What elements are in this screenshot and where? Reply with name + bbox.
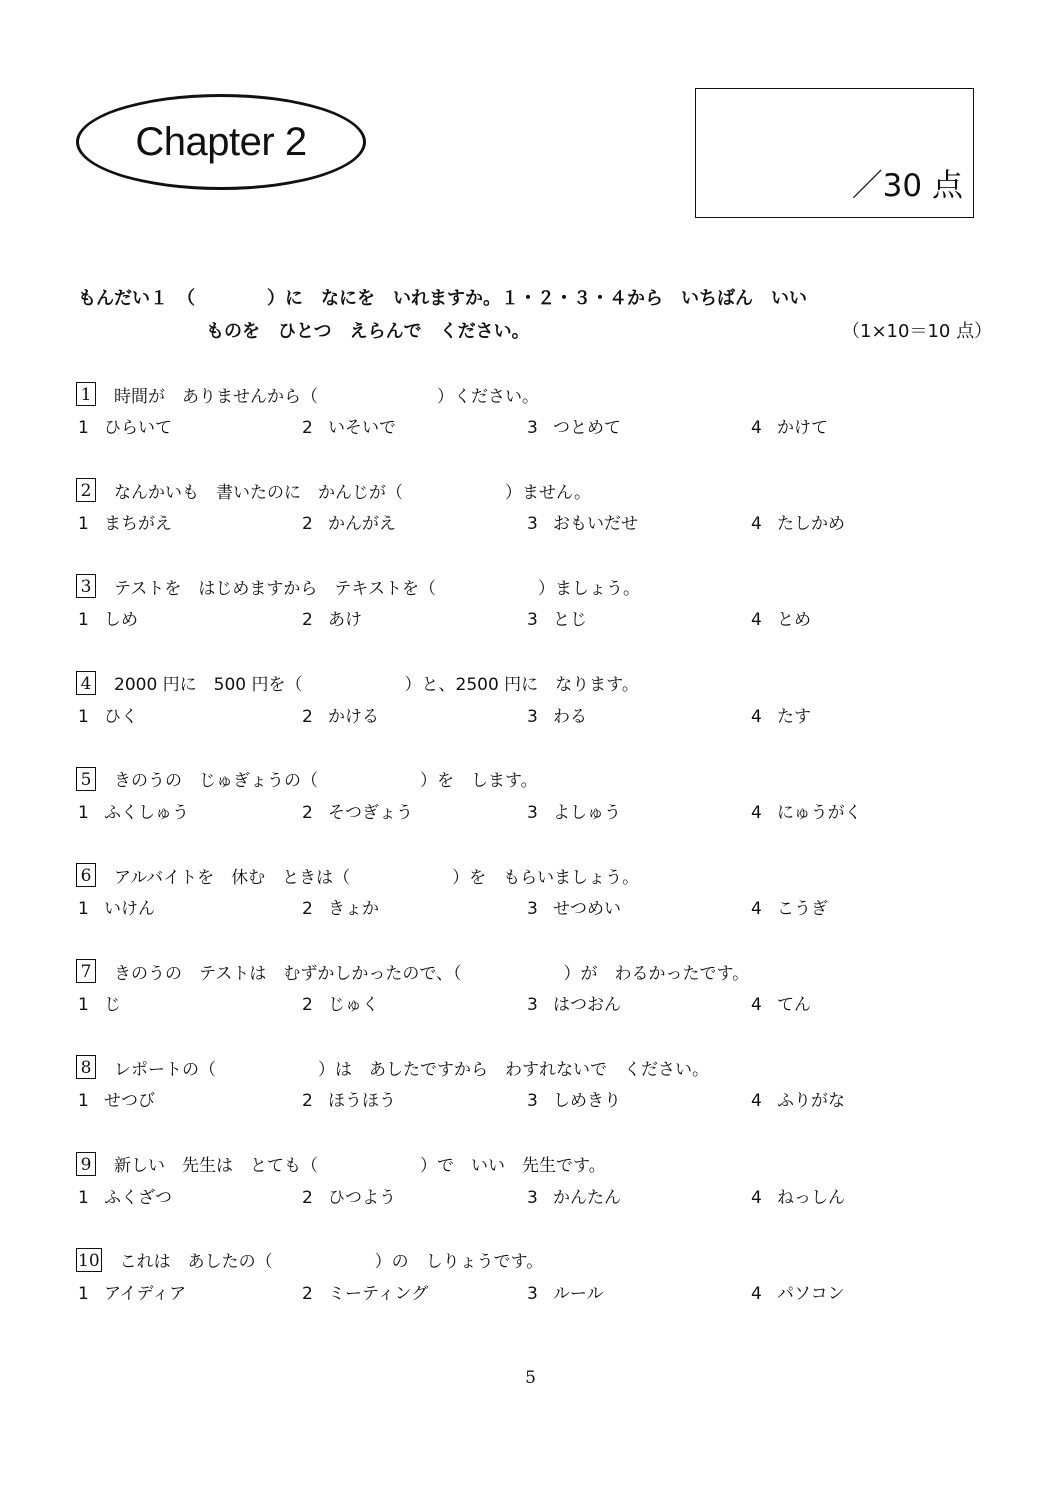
- option-number: 1: [78, 514, 89, 535]
- question-stem: [76, 477, 976, 503]
- option-number: 4: [751, 802, 762, 823]
- option-number: 2: [302, 418, 313, 438]
- option-text: ふりがな: [777, 1091, 845, 1112]
- answer-options: [76, 413, 976, 439]
- option-text: ふくしゅう: [104, 802, 189, 823]
- answer-options: [76, 1086, 976, 1112]
- question-item: [76, 670, 976, 728]
- option-text: とめ: [777, 610, 811, 631]
- option-text: かんがえ: [328, 514, 396, 535]
- answer-options: [76, 605, 976, 631]
- question-stem: [76, 1247, 976, 1273]
- score-box: [695, 88, 974, 218]
- answer-options: [76, 1279, 976, 1305]
- answer-options: [76, 990, 976, 1016]
- answer-option-1[interactable]: [78, 1183, 172, 1208]
- option-text: じゅく: [328, 995, 379, 1016]
- answer-option-2[interactable]: [302, 1086, 396, 1111]
- option-text: こうぎ: [777, 899, 828, 919]
- option-text: いそいで: [328, 418, 396, 438]
- option-text: きょか: [328, 899, 379, 919]
- option-number: 1: [78, 706, 89, 727]
- answer-option-2[interactable]: [302, 509, 396, 534]
- option-text: かけて: [777, 418, 828, 438]
- answer-option-2[interactable]: [302, 1279, 428, 1304]
- option-text: せつめい: [553, 899, 621, 919]
- option-number: 4: [751, 995, 762, 1016]
- option-text: ねっしん: [777, 1187, 845, 1208]
- option-number: 3: [527, 802, 538, 823]
- option-number: 1: [78, 995, 89, 1016]
- option-number: 2: [302, 1283, 313, 1304]
- option-text: パソコン: [777, 1283, 845, 1304]
- option-text: とじ: [553, 610, 587, 631]
- option-text: ルール: [553, 1283, 604, 1304]
- option-number: 4: [751, 899, 762, 919]
- option-text: しめ: [104, 610, 138, 631]
- question-text: なんかいも 書いたのに かんじが（ ）ません。: [114, 482, 592, 503]
- question-item: [76, 766, 976, 824]
- option-number: 1: [78, 418, 89, 438]
- question-stem: [76, 766, 976, 792]
- answer-option-4[interactable]: [751, 509, 845, 534]
- answer-option-2[interactable]: [302, 413, 396, 438]
- question-item: [76, 1054, 976, 1112]
- answer-options: [76, 1183, 976, 1209]
- option-number: 3: [527, 1187, 538, 1208]
- question-number: 2: [76, 478, 96, 502]
- answer-option-2[interactable]: [302, 990, 379, 1015]
- question-stem: [76, 862, 976, 888]
- option-text: そつぎょう: [328, 802, 413, 823]
- answer-options: [76, 798, 976, 824]
- question-number: 1: [76, 382, 96, 406]
- answer-option-1[interactable]: [78, 894, 155, 919]
- question-text: 時間が ありませんから（ ）ください。: [114, 386, 539, 407]
- question-item: [76, 573, 976, 631]
- option-number: 3: [527, 418, 538, 438]
- question-text: テストを はじめますから テキストを（ ）ましょう。: [114, 578, 640, 599]
- question-stem: [76, 1151, 976, 1177]
- option-number: 1: [78, 610, 89, 631]
- question-text: きのうの テストは むずかしかったので、（ ）が わるかったです。: [114, 963, 750, 984]
- option-text: ひらいて: [104, 418, 172, 438]
- option-text: いけん: [104, 899, 155, 919]
- answer-option-3[interactable]: [527, 509, 638, 534]
- answer-options: [76, 702, 976, 728]
- option-number: 3: [527, 610, 538, 631]
- answer-option-1[interactable]: [78, 509, 172, 534]
- option-number: 2: [302, 706, 313, 727]
- answer-option-4[interactable]: [751, 1086, 845, 1111]
- question-text: きのうの じゅぎょうの（ ）を します。: [114, 771, 538, 792]
- option-number: 2: [302, 899, 313, 919]
- option-number: 2: [302, 995, 313, 1016]
- question-number: 5: [76, 767, 96, 791]
- answer-option-3[interactable]: [527, 798, 621, 823]
- answer-options: [76, 894, 976, 920]
- answer-option-3[interactable]: [527, 1086, 621, 1111]
- question-text: アルバイトを 休む ときは（ ）を もらいましょう。: [114, 867, 640, 888]
- chapter-title: Chapter 2: [135, 119, 307, 164]
- option-text: せつび: [104, 1091, 155, 1112]
- question-number: 9: [76, 1152, 96, 1176]
- option-text: たしかめ: [777, 514, 845, 535]
- answer-options: [76, 509, 976, 535]
- option-number: 4: [751, 514, 762, 535]
- answer-option-3[interactable]: [527, 894, 621, 919]
- option-text: ひつよう: [328, 1187, 396, 1208]
- option-number: 3: [527, 706, 538, 727]
- question-stem: [76, 670, 976, 696]
- option-text: てん: [777, 995, 811, 1016]
- option-text: はつおん: [553, 995, 621, 1016]
- option-number: 4: [751, 1187, 762, 1208]
- answer-option-3[interactable]: [527, 1183, 621, 1208]
- option-text: ふくざつ: [104, 1187, 172, 1208]
- option-number: 1: [78, 899, 89, 919]
- question-item: [76, 477, 976, 535]
- answer-option-2[interactable]: [302, 702, 379, 727]
- option-text: つとめて: [553, 418, 621, 438]
- option-text: ほうほう: [328, 1091, 396, 1112]
- option-number: 2: [302, 802, 313, 823]
- answer-option-4[interactable]: [751, 1183, 845, 1208]
- option-text: たす: [777, 706, 811, 727]
- answer-option-4[interactable]: [751, 798, 862, 823]
- option-number: 2: [302, 610, 313, 631]
- page-number: 5: [525, 1368, 536, 1388]
- question-stem: [76, 381, 976, 407]
- option-text: まちがえ: [104, 514, 172, 535]
- answer-option-3[interactable]: [527, 990, 621, 1015]
- answer-option-2[interactable]: [302, 798, 413, 823]
- answer-option-2[interactable]: [302, 1183, 396, 1208]
- question-item: [76, 381, 976, 439]
- answer-option-1[interactable]: [78, 798, 189, 823]
- question-number: 6: [76, 863, 96, 887]
- question-item: [76, 958, 976, 1016]
- question-stem: [76, 573, 976, 599]
- question-text: レポートの（ ）は あしたですから わすれないで ください。: [114, 1059, 709, 1080]
- option-text: よしゅう: [553, 802, 621, 823]
- option-number: 3: [527, 514, 538, 535]
- answer-option-1[interactable]: [78, 702, 138, 727]
- answer-option-4[interactable]: [751, 1279, 845, 1304]
- question-number: 8: [76, 1055, 96, 1079]
- option-text: ひく: [104, 706, 138, 727]
- option-number: 4: [751, 610, 762, 631]
- option-number: 4: [751, 418, 762, 438]
- answer-option-3[interactable]: [527, 605, 587, 630]
- answer-option-1[interactable]: [78, 605, 138, 630]
- question-number: 10: [76, 1248, 102, 1272]
- option-text: じ: [104, 995, 121, 1016]
- option-number: 1: [78, 1283, 89, 1304]
- option-number: 1: [78, 1187, 89, 1208]
- option-text: しめきり: [553, 1091, 621, 1112]
- option-number: 4: [751, 1091, 762, 1112]
- instruction-line-2: ものを ひとつ えらんで ください。: [206, 321, 530, 342]
- score-total: ／30 点: [851, 168, 963, 204]
- option-text: おもいだせ: [553, 514, 638, 535]
- instruction-points: （1×10＝10 点）: [842, 321, 993, 342]
- question-stem: [76, 958, 976, 984]
- answer-option-1[interactable]: [78, 1279, 186, 1304]
- option-text: かける: [328, 706, 379, 727]
- option-text: あけ: [328, 610, 362, 631]
- option-number: 3: [527, 1091, 538, 1112]
- option-number: 1: [78, 802, 89, 823]
- answer-option-4[interactable]: [751, 413, 828, 438]
- question-text: これは あしたの（ ）の しりょうです。: [119, 1252, 544, 1273]
- option-text: ミーティング: [328, 1283, 429, 1304]
- option-number: 2: [302, 1091, 313, 1112]
- question-number: 3: [76, 574, 96, 598]
- question-number: 7: [76, 959, 96, 983]
- answer-option-4[interactable]: [751, 605, 811, 630]
- option-number: 3: [527, 995, 538, 1016]
- option-number: 3: [527, 899, 538, 919]
- question-number: 4: [76, 671, 96, 695]
- answer-option-3[interactable]: [527, 1279, 604, 1304]
- option-text: かんたん: [553, 1187, 621, 1208]
- option-number: 1: [78, 1091, 89, 1112]
- answer-option-3[interactable]: [527, 413, 621, 438]
- option-number: 3: [527, 1283, 538, 1304]
- answer-option-2[interactable]: [302, 894, 379, 919]
- option-text: アイディア: [104, 1283, 187, 1304]
- answer-option-3[interactable]: [527, 702, 587, 727]
- question-text: 新しい 先生は とても（ ）で いい 先生です。: [114, 1156, 606, 1177]
- answer-option-4[interactable]: [751, 990, 811, 1015]
- answer-option-4[interactable]: [751, 702, 811, 727]
- chapter-badge: [76, 94, 366, 190]
- question-stem: [76, 1054, 976, 1080]
- answer-option-1[interactable]: [78, 990, 121, 1015]
- option-number: 4: [751, 1283, 762, 1304]
- option-text: わる: [553, 706, 587, 727]
- answer-option-4[interactable]: [751, 894, 828, 919]
- option-number: 2: [302, 1187, 313, 1208]
- question-item: [76, 1151, 976, 1209]
- instruction-line-1: もんだい１ （ ）に なにを いれますか。１・２・３・４から いちばん いい: [78, 288, 807, 309]
- question-item: [76, 1247, 976, 1305]
- option-text: にゅうがく: [777, 802, 862, 823]
- answer-option-2[interactable]: [302, 605, 362, 630]
- answer-option-1[interactable]: [78, 413, 172, 438]
- question-text: 2000 円に 500 円を（ ）と、2500 円に なります。: [114, 675, 639, 696]
- question-item: [76, 862, 976, 920]
- option-number: 2: [302, 514, 313, 535]
- answer-option-1[interactable]: [78, 1086, 155, 1111]
- option-number: 4: [751, 706, 762, 727]
